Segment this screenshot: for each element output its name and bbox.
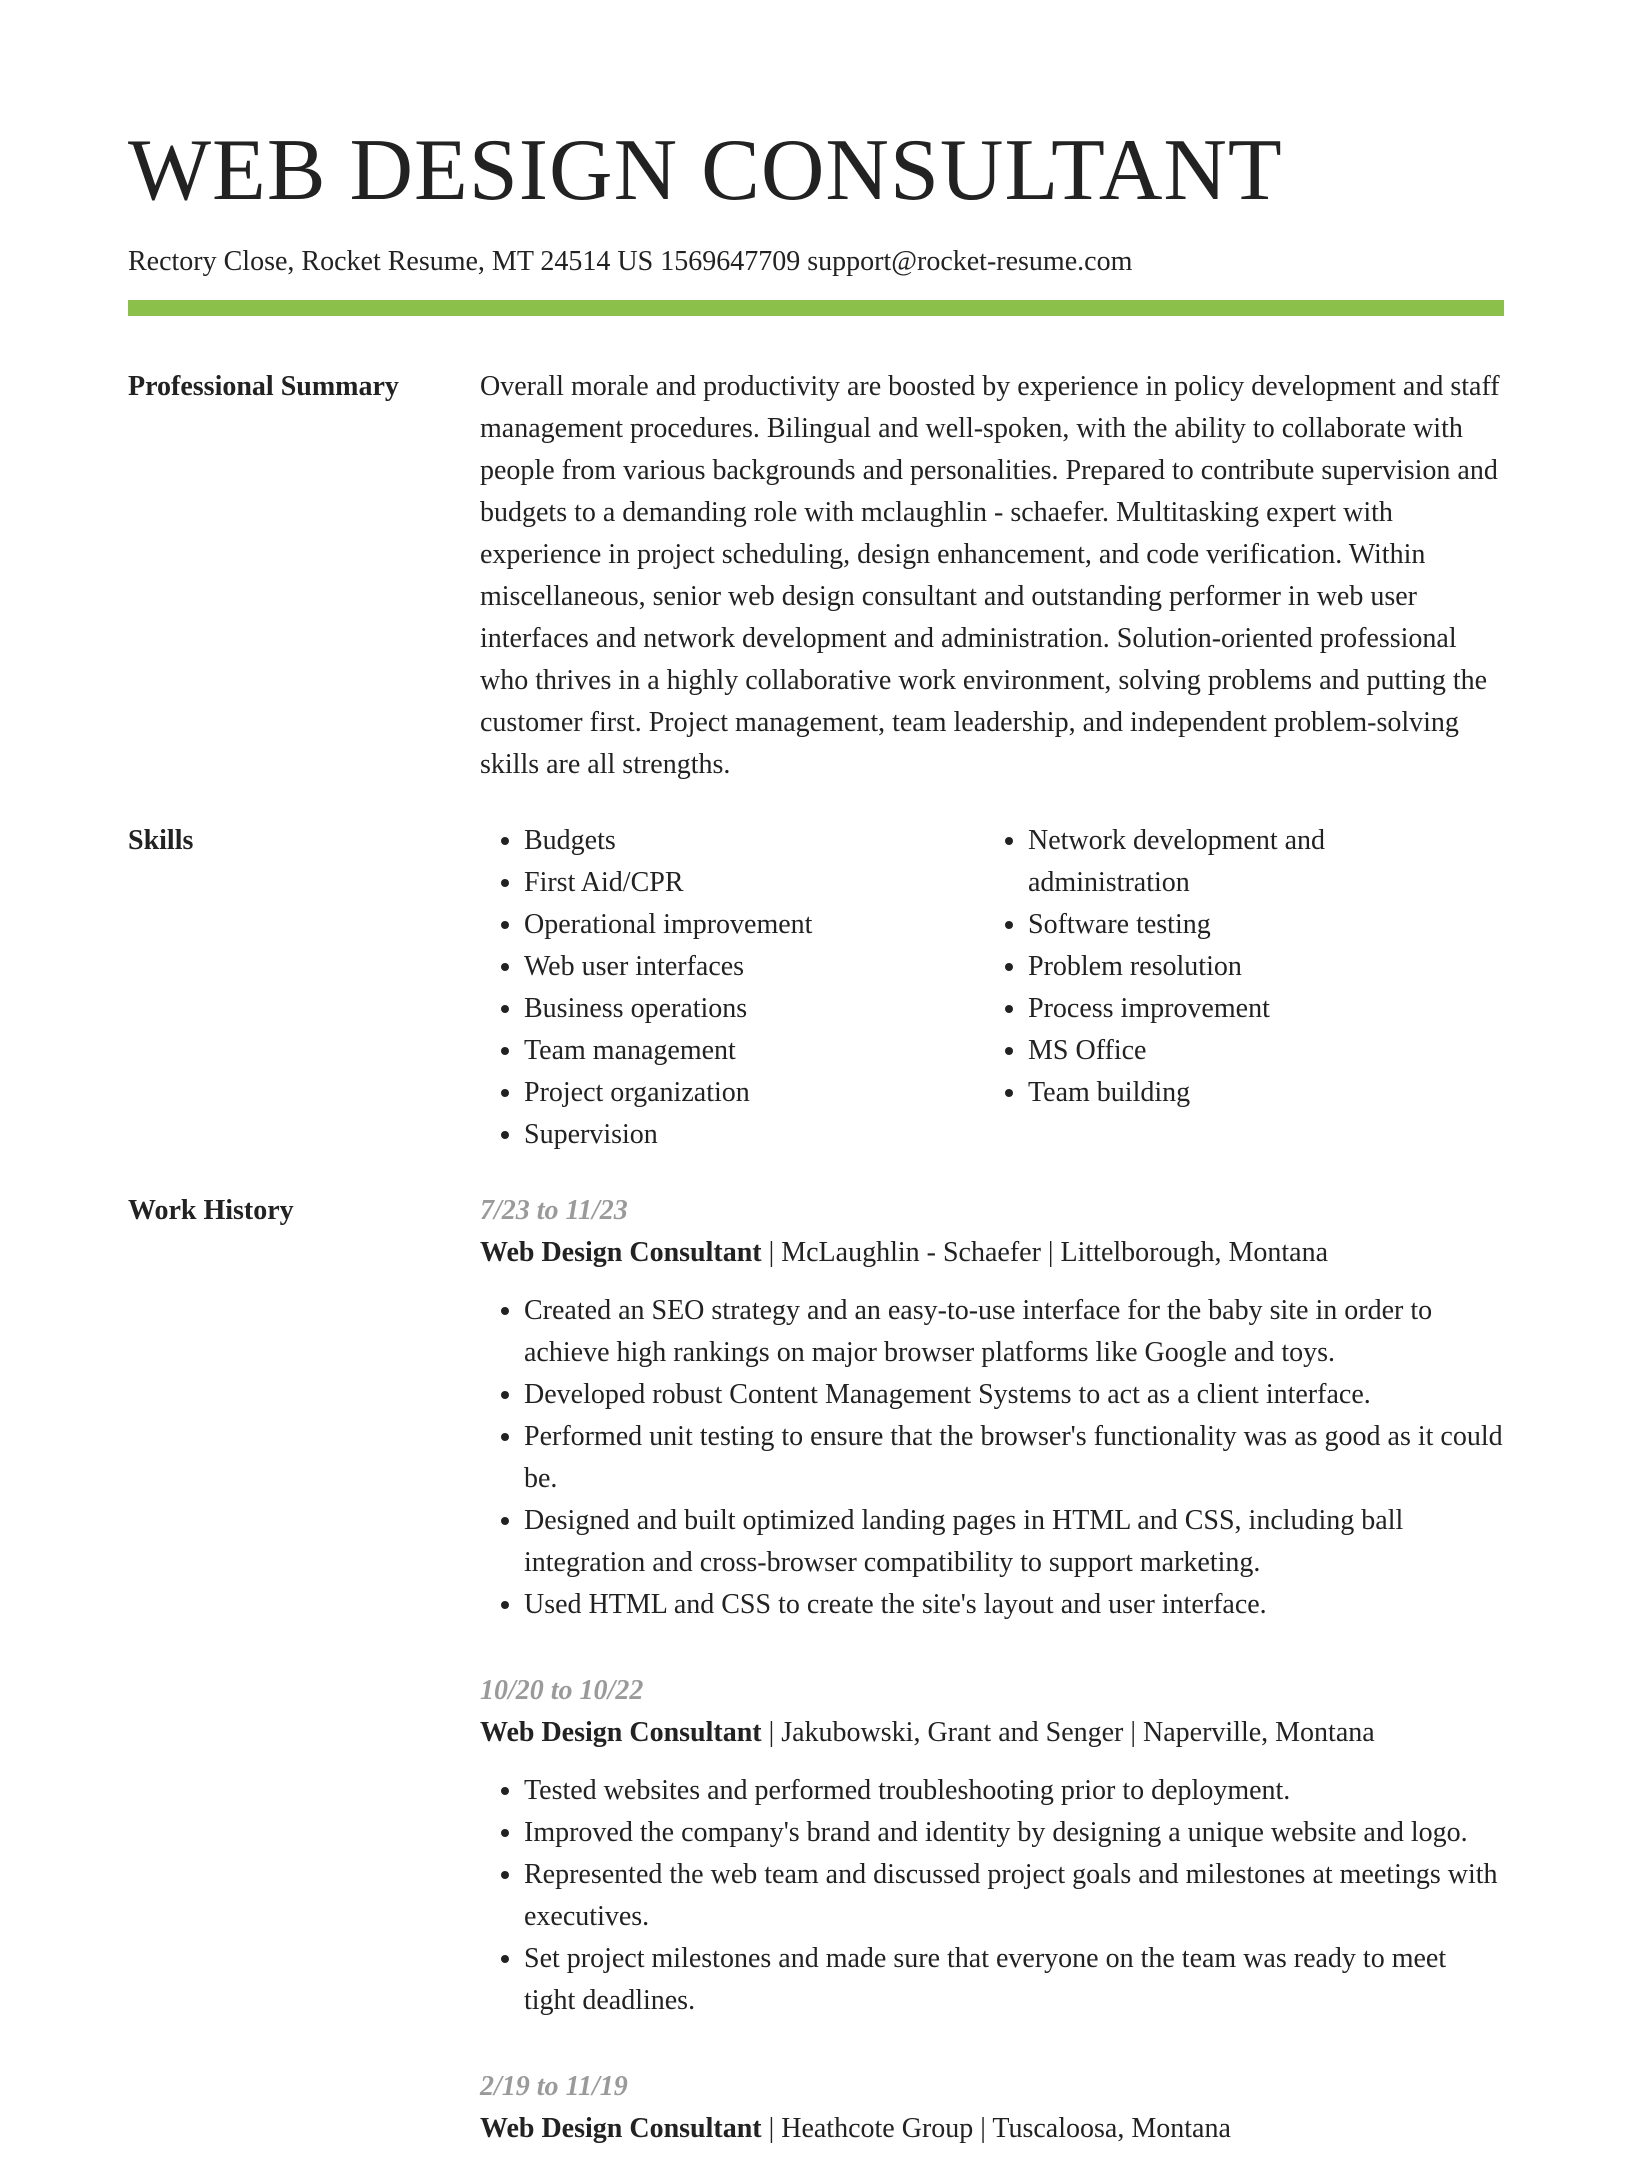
section-body: [480, 1190, 1504, 2166]
resume-name: WEB DESIGN CONSULTANT: [128, 122, 1283, 219]
skills-list-right: [984, 820, 1488, 1156]
section-title: Professional Summary: [128, 371, 399, 402]
skill-item: • Supervision: [524, 1114, 984, 1156]
skills-list-left: [480, 820, 984, 1156]
resume-page: [128, 0, 1504, 2166]
skill-item: • Team management: [524, 1030, 984, 1072]
professional-summary-section: [128, 366, 1504, 786]
skill-item: • Team building: [1028, 1072, 1488, 1114]
skill-item: • Operational improvement: [524, 904, 984, 946]
job-heading: [480, 1232, 1504, 1274]
job-dates: 10/20 to 10/22: [480, 1675, 644, 1706]
skill-item: • Problem resolution: [1028, 946, 1488, 988]
job-bullet: • Represented the web team and discussed project goals and milestones at meetings with executives.: [524, 1854, 1504, 1938]
skill-item: • Process improvement: [1028, 988, 1488, 1030]
job-bullet: • Developed robust Content Management Systems to act as a client interface.: [524, 1374, 1504, 1416]
summary-text: Overall morale and productivity are boosted by experience in policy development and staff management procedures. Bilingual and well-spoken, with the ability to collaborate with people from various backgrounds and personalities. Prepared to contribute supervision and budgets to a demanding role with mclaughlin - schaefer. Multitasking expert with experience in project scheduling, design enhancement, and code verification. Within miscellaneous, senior web design consultant and outstanding performer in web user interfaces and network development and administration. Solution-oriented professional who thrives in a highly collaborative work environment, solving problems and putting the customer first. Project management, team leadership, and independent problem-solving skills are all strengths.: [480, 371, 1500, 780]
job-details: | Jakubowski, Grant and Senger | Naperville, Montana: [761, 1717, 1375, 1748]
section-body: [480, 366, 1504, 786]
job-bullet: • Created an SEO strategy and an easy-to-use interface for the baby site in order to achieve high rankings on major browser platforms like Google and toys.: [524, 1290, 1504, 1374]
job-title: Web Design Consultant: [480, 1237, 762, 1268]
job-bullet: • Tested websites and performed troubleshooting prior to deployment.: [524, 1770, 1504, 1812]
skill-item: • Software testing: [1028, 904, 1488, 946]
section-title: Work History: [128, 1195, 294, 1226]
job-entry: [480, 2066, 1504, 2150]
job-bullet: • Improved the company's brand and identity by designing a unique website and logo.: [524, 1812, 1504, 1854]
skill-item: • Project organization: [524, 1072, 984, 1114]
skill-item: • First Aid/CPR: [524, 862, 984, 904]
skill-item: • Budgets: [524, 820, 984, 862]
job-dates: 7/23 to 11/23: [480, 1195, 628, 1226]
header-divider: [128, 300, 1504, 316]
contact-info: [128, 244, 1504, 280]
contact-phone: 1569647709: [660, 246, 801, 277]
job-details: | Heathcote Group | Tuscaloosa, Montana: [761, 2113, 1231, 2144]
job-title: Web Design Consultant: [480, 2113, 762, 2144]
job-bullets: [480, 1770, 1504, 2022]
section-title: Skills: [128, 825, 194, 856]
skills-grid: [480, 820, 1504, 1156]
job-entry: [480, 1670, 1504, 2022]
job-bullet: • Performed unit testing to ensure that the browser's functionality was as good as it could be.: [524, 1416, 1504, 1500]
skill-item: • Business operations: [524, 988, 984, 1030]
job-bullet: • Designed and built optimized landing pages in HTML and CSS, including ball integration and cross-browser compatibility to support marketing.: [524, 1500, 1504, 1584]
skill-item: • Network development and administration: [1028, 820, 1388, 904]
job-heading: [480, 1712, 1504, 1754]
job-dates: 2/19 to 11/19: [480, 2071, 628, 2102]
contact-address: Rectory Close, Rocket Resume, MT 24514 US: [128, 246, 654, 277]
skill-item: • Web user interfaces: [524, 946, 984, 988]
job-bullets: [480, 1290, 1504, 1626]
job-bullet: • Set project milestones and made sure that everyone on the team was ready to meet tight deadlines.: [524, 1938, 1504, 2022]
skills-section: [128, 820, 1504, 1156]
job-heading: [480, 2108, 1504, 2150]
job-title: Web Design Consultant: [480, 1717, 762, 1748]
job-details: | McLaughlin - Schaefer | Littelborough, Montana: [761, 1237, 1329, 1268]
job-entry: [480, 1190, 1504, 1626]
job-bullet: • Used HTML and CSS to create the site's layout and user interface.: [524, 1584, 1504, 1626]
work-history-section: [128, 1190, 1504, 2166]
contact-email: support@rocket-resume.com: [807, 246, 1133, 277]
skill-item: • MS Office: [1028, 1030, 1488, 1072]
